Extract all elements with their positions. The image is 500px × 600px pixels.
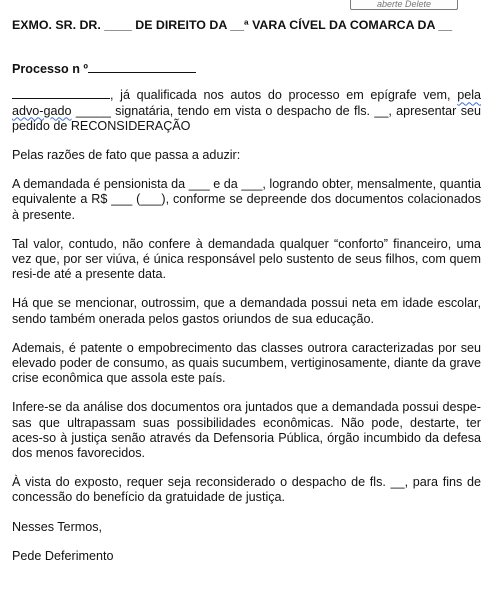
closing-terms: Nesses Termos, bbox=[12, 519, 103, 534]
party-name-blank bbox=[12, 87, 110, 99]
intro-part-1: , já qualificada nos autos do processo em epígrafe vem, bbox=[110, 88, 458, 103]
document-heading: EXMO. SR. DR. ____ DE DIREITO DA __ª VARA CÍVEL DA COMARCA DA __ bbox=[12, 18, 453, 32]
intro-part-3: _____ signatária, tendo em vista o despacho de fls. __, apresentar seu pedido de RECONSIDERAÇÃO bbox=[12, 103, 481, 133]
spelling-flag[interactable]: pela advo-gado bbox=[12, 88, 481, 118]
processo-number-blank bbox=[88, 61, 196, 73]
paragraph-pension: A demandada é pensionista da ___ e da ___, logrando obter, mensalmente, quantia equivalente a R$ ___ (___), conforme se depreende dos documentos colacionados à presente. bbox=[12, 177, 481, 222]
intro-paragraph bbox=[12, 87, 481, 134]
paragraph-granddaughter: Há que se mencionar, outrossim, que a demandada possui neta em idade escolar, sendo também onerada pelos gastos oriundos de sua educação. bbox=[12, 296, 481, 326]
paragraph-reasons: Pelas razões de fato que passa a aduzir: bbox=[12, 148, 241, 163]
comment-balloon[interactable]: aberte Delete bbox=[350, 0, 458, 10]
closing-request: Pede Deferimento bbox=[12, 548, 114, 563]
document-body bbox=[12, 18, 481, 578]
paragraph-impoverishment: Ademais, é patente o empobrecimento das classes outrora caracterizadas por seu elevado poder de consumo, as quais sucumbem, vertiginosamente, diante da grave crise econômica que assola este país. bbox=[12, 340, 481, 386]
processo-label: Processo n º bbox=[12, 62, 88, 77]
paragraph-request: À vista do exposto, requer seja reconsiderado o despacho de fls. __, para fins de concessão do benefício da gratuidade de justiça. bbox=[12, 475, 481, 505]
paragraph-comfort: Tal valor, contudo, não confere à demandada qualquer “conforto” financeiro, uma vez que, por ser viúva, é única responsável pelo sustento de seus filhos, com quem resi-de até a presente data. bbox=[12, 236, 481, 282]
processo-line bbox=[12, 61, 481, 77]
paragraph-expenses: Infere-se da análise dos documentos ora juntados que a demandada possui despe-sas que ultrapassam suas possibilidades econômicas. Não pode, destarte, ter aces-so à justiça senão através da Defensoria Pública, órgão incumbido da defesa dos menos favorecidos. bbox=[12, 400, 481, 461]
